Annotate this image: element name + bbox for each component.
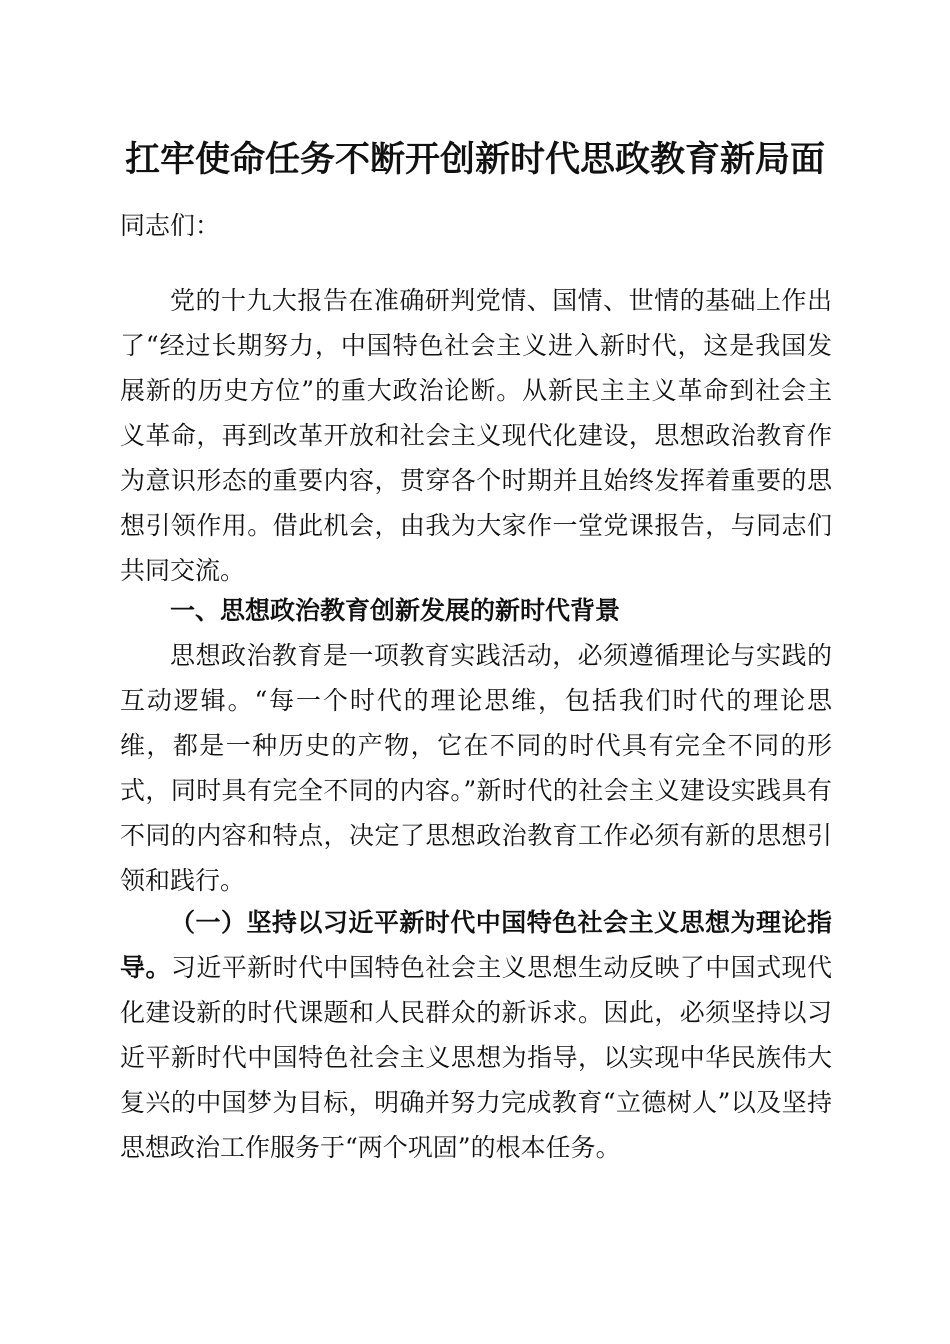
document-title: 扛牢使命任务不断开创新时代思政教育新局面: [124, 139, 825, 180]
paragraph-background: 思想政治教育是一项教育实践活动，必须遵循理论与实践的互动逻辑。“每一个时代的理论思维，包括我们时代的理论思维，都是一种历史的产物，它在不同的时代具有完全不同的形式，同时具有完全不同的内容。”新时代的社会主义建设实践具有不同的内容和特点，决定了思想政治教育工作必须有新的思想引领和践行。: [120, 641, 832, 895]
paragraph-subsection-1: [120, 900, 832, 1170]
subsection-1-lead: （一）坚持以习近平新时代中国特色社会主义思想为理论指导。: [120, 908, 832, 982]
greeting: 同志们：: [120, 211, 221, 240]
subsection-1-body: 习近平新时代中国特色社会主义思想生动反映了中国式现代化建设新的时代课题和人民群众的新诉求。因此，必须坚持以习近平新时代中国特色社会主义思想为指导，以实现中华民族伟大复兴的中国梦为目标，明确并努力完成教育“立德树人”以及坚持思想政治工作服务于“两个巩固”的根本任务。: [120, 953, 832, 1162]
section-heading-1: 一、思想政治教育创新发展的新时代背景: [170, 596, 621, 625]
paragraph-intro: 党的十九大报告在准确研判党情、国情、世情的基础上作出了“经过长期努力，中国特色社会主义进入新时代，这是我国发展新的历史方位”的重大政治论断。从新民主主义革命到社会主义革命，再到改革开放和社会主义现代化建设，思想政治教育作为意识形态的重要内容，贯穿各个时期并且始终发挥着重要的思想引领作用。借此机会，由我为大家作一堂党课报告，与同志们共同交流。: [120, 286, 832, 585]
